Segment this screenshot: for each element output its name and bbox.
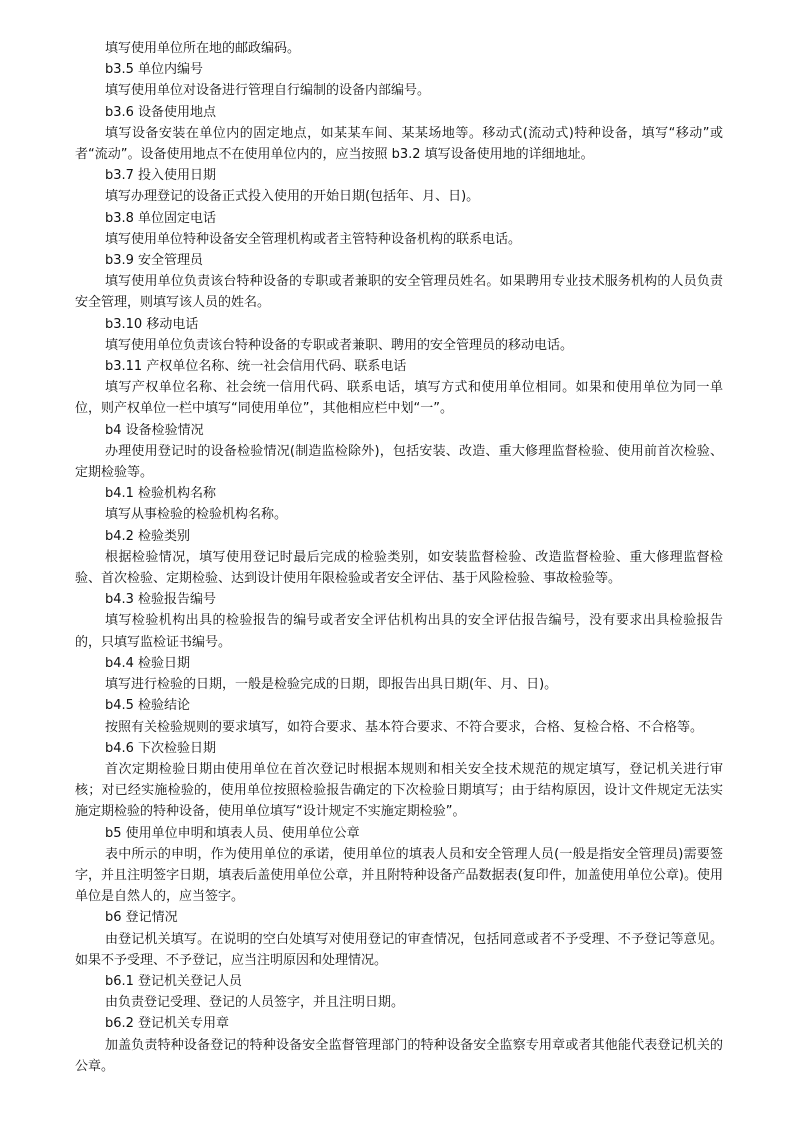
paragraph: 填写设备安装在单位内的固定地点，如某某车间、某某场地等。移动式(流动式)特种设备，填写“移动”或者“流动”。设备使用地点不在使用单位内的，应当按照 b3.2 填写设备使用地的详细地址。 [75, 125, 723, 163]
section-heading: b6.2 登记机关专用章 [105, 1016, 230, 1032]
paragraph: 根据检验情况，填写使用登记时最后完成的检验类别，如安装监督检验、改造监督检验、重大修理监督检验、首次检验、定期检验、达到设计使用年限检验或者安全评估、基于风险检验、事故检验等。 [75, 549, 723, 587]
section-heading: b3.8 单位固定电话 [105, 210, 217, 226]
section-heading: b4.4 检验日期 [105, 655, 191, 671]
paragraph: 按照有关检验规则的要求填写，如符合要求、基本符合要求、不符合要求，合格、复检合格、不合格等。 [105, 719, 704, 735]
section-heading: b3.6 设备使用地点 [105, 104, 217, 120]
section-heading: b4.5 检验结论 [105, 698, 191, 714]
section-heading: b3.7 投入使用日期 [105, 168, 217, 184]
section-heading: b5 使用单位申明和填表人员、使用单位公章 [105, 825, 360, 841]
section-heading: b4 设备检验情况 [105, 422, 204, 438]
section-heading: b4.3 检验报告编号 [105, 592, 217, 608]
section-heading: b3.5 单位内编号 [105, 62, 204, 78]
paragraph: 由负责登记受理、登记的人员签字，并且注明日期。 [105, 995, 405, 1011]
paragraph: 填写使用单位所在地的邮政编码。 [105, 41, 301, 56]
paragraph: 表中所示的申明，作为使用单位的承诺，使用单位的填表人员和安全管理人员(一般是指安全管理员)需要签字，并且注明签字日期，填表后盖使用单位公章，并且附特种设备产品数据表(复印件，加盖使用单位公章)。使用单位是自然人的，应当签字。 [75, 846, 723, 905]
paragraph: 填写从事检验的检验机构名称。 [105, 507, 288, 523]
paragraph: 填写使用单位负责该台特种设备的专职或者兼职、聘用的安全管理员的移动电话。 [105, 337, 574, 353]
document-body [75, 38, 723, 1077]
paragraph: 由登记机关填写。在说明的空白处填写对使用登记的审查情况，包括同意或者不予受理、不予登记等意见。如果不予受理、不予登记，应当注明原因和处理情况。 [75, 931, 723, 968]
paragraph: 填写产权单位名称、社会统一信用代码、联系电话，填写方式和使用单位相同。如果和使用单位为同一单位，则产权单位一栏中填写“同使用单位”，其他相应栏中划“一”。 [75, 380, 723, 417]
section-heading: b4.6 下次检验日期 [105, 740, 217, 756]
paragraph: 填写使用单位负责该台特种设备的专职或者兼职的安全管理员姓名。如果聘用专业技术服务机构的人员负责安全管理，则填写该人员的姓名。 [75, 274, 723, 311]
paragraph: 填写检验机构出具的检验报告的编号或者安全评估机构出具的安全评估报告编号，没有要求出具检验报告的，只填写监检证书编号。 [75, 613, 723, 650]
section-heading: b4.1 检验机构名称 [105, 486, 217, 502]
paragraph: 填写使用单位对设备进行管理自行编制的设备内部编号。 [105, 83, 431, 99]
section-heading: b3.11 产权单位名称、统一社会信用代码、联系电话 [105, 359, 407, 375]
paragraph: 办理使用登记时的设备检验情况(制造监检除外)，包括安装、改造、重大修理监督检验、使用前首次检验、定期检验等。 [75, 443, 723, 481]
paragraph: 填写使用单位特种设备安全管理机构或者主管特种设备机构的联系电话。 [105, 231, 522, 247]
section-heading: b3.9 安全管理员 [105, 253, 204, 269]
section-heading: b6.1 登记机关登记人员 [105, 973, 243, 989]
paragraph: 填写进行检验的日期，一般是检验完成的日期，即报告出具日期(年、月、日)。 [105, 677, 558, 693]
paragraph: 加盖负责特种设备登记的特种设备安全监督管理部门的特种设备安全监察专用章或者其他能代表登记机关的公章。 [75, 1037, 723, 1074]
paragraph: 填写办理登记的设备正式投入使用的开始日期(包括年、月、日)。 [105, 189, 480, 205]
section-heading: b3.10 移动电话 [105, 316, 199, 332]
section-heading: b6 登记情况 [105, 910, 178, 926]
section-heading: b4.2 检验类别 [105, 528, 191, 544]
paragraph: 首次定期检验日期由使用单位在首次登记时根据本规则和相关安全技术规范的规定填写，登记机关进行审核；对已经实施检验的，使用单位按照检验报告确定的下次检验日期填写；由于结构原因，设计文件规定无法实施定期检验的特种设备，使用单位填写“设计规定不实施定期检验”。 [75, 761, 723, 820]
